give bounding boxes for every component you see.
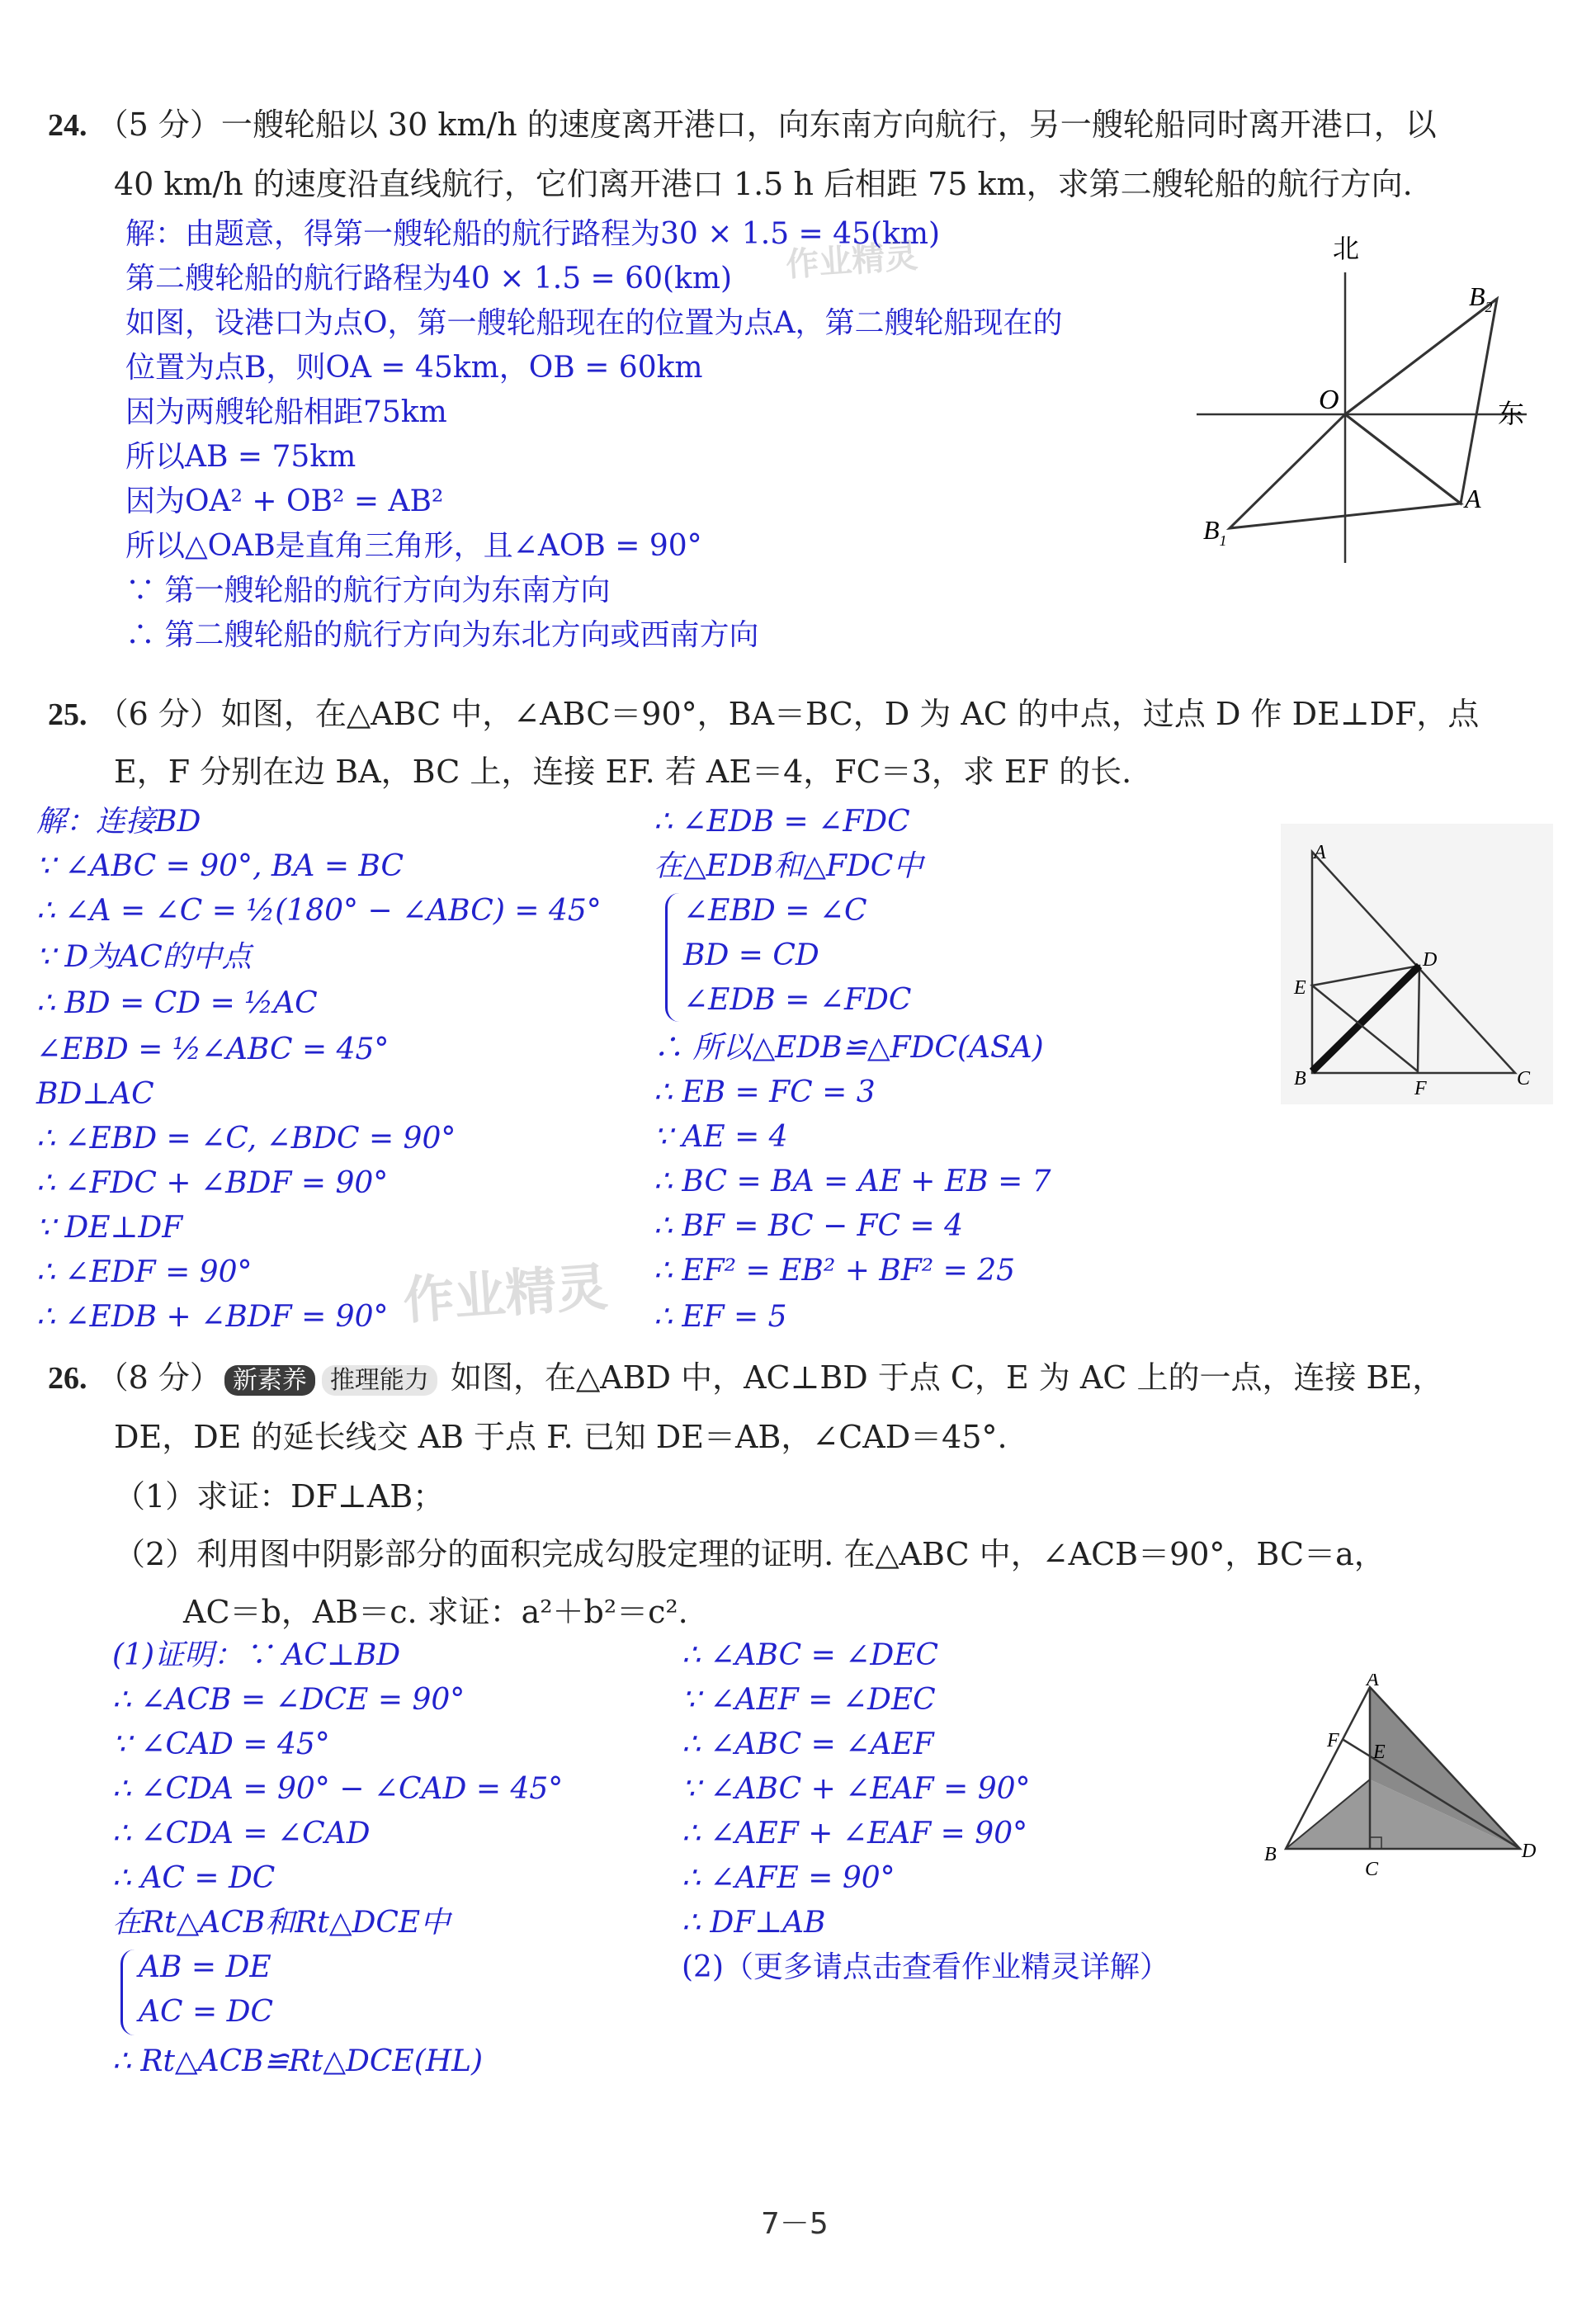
q25-left-line: ∴ BD = CD = ½AC — [36, 986, 318, 1020]
tag-reasoning: 推理能力 — [322, 1365, 437, 1397]
q25-right-line: ∴ BC = BA = AE + EB = 7 — [654, 1165, 1051, 1198]
q24-number: 24. — [48, 108, 87, 143]
q25-right-line: ∴ 所以△EDB≌△FDC(ASA) — [654, 1031, 1044, 1065]
q24-answer-line: 因为OA² + OB² = AB² — [125, 484, 444, 518]
q25-left-line: ∴ ∠A = ∠C = ½(180° − ∠ABC) = 45° — [36, 894, 602, 928]
point-C-label: C — [1365, 1859, 1379, 1880]
q26-right-line: ∵ ∠AEF = ∠DEC — [682, 1683, 936, 1717]
point-F-label: F — [1414, 1078, 1427, 1099]
point-B1-label: $B_1$ — [1203, 515, 1227, 549]
q24-answer-line: 所以△OAB是直角三角形，且∠AOB = 90° — [125, 529, 702, 563]
q26-more-link[interactable]: (2)（更多请点击查看作业精灵详解） — [682, 1950, 1169, 1984]
point-O-label: O — [1319, 385, 1339, 415]
q25-right-line: ∴ ∠EDB = ∠FDC — [654, 805, 910, 839]
q26-stem-text1: 如图，在△ABD 中，AC⊥BD 于点 C，E 为 AC 上的一点，连接 BE， — [450, 1359, 1444, 1396]
tag-new-literacy: 新素养 — [224, 1365, 315, 1397]
point-A-label: A — [1314, 842, 1326, 863]
q24-answer-line: ∴ 第二艘轮船的航行方向为东北方向或西南方向 — [125, 618, 759, 652]
q24-answer-line: ∵ 第一艘轮船的航行方向为东南方向 — [125, 574, 611, 607]
point-B-label: B — [1294, 1068, 1306, 1089]
point-F-label: F — [1327, 1730, 1339, 1751]
q26-figure — [1254, 1674, 1551, 1880]
q25-left-line: ∵ D为AC的中点 — [36, 940, 252, 974]
q25-left-line: ∴ ∠EBD = ∠C, ∠BDC = 90° — [36, 1122, 456, 1156]
q25-figure — [1281, 824, 1553, 1104]
point-C-label: C — [1517, 1068, 1531, 1089]
q25-left-line: ∵ DE⊥DF — [36, 1211, 183, 1245]
point-A-label: A — [1465, 484, 1481, 513]
q25-system-line: ∠EBD = ∠C — [683, 894, 867, 928]
point-B2-label: $B_2$ — [1469, 281, 1493, 315]
q26-part2-line1: （2）利用图中阴影部分的面积完成勾股定理的证明. 在△ABC 中，∠ACB＝90°，BC＝a， — [114, 1536, 1386, 1572]
q26-left-line: ∴ ∠CDA = 90° − ∠CAD = 45° — [112, 1772, 564, 1806]
q25-system-line: ∠EDB = ∠FDC — [683, 983, 912, 1017]
q25-right-line: ∴ EB = FC = 3 — [654, 1075, 876, 1109]
q26-left-line: ∴ ∠ACB = ∠DCE = 90° — [112, 1683, 465, 1717]
q26-left-line: ∵ ∠CAD = 45° — [112, 1727, 330, 1761]
q25-number: 25. — [48, 697, 87, 732]
triangle-OAB2 — [1345, 299, 1497, 503]
q24-answer-line: 解：由题意，得第一艘轮船的航行路程为30 × 1.5 = 45(km) — [125, 217, 941, 251]
point-A-label: A — [1367, 1674, 1379, 1690]
q26-left-line: 在Rt△ACB和Rt△DCE中 — [112, 1906, 451, 1940]
q25-right-line: ∵ AE = 4 — [654, 1120, 788, 1154]
q24-stem-text1: （5 分）一艘轮船以 30 km/h 的速度离开港口，向东南方向航行，另一艘轮船同时离开港口，以 — [97, 106, 1437, 143]
q26-stem-line1 — [48, 1359, 1443, 1399]
q25-system-line: BD = CD — [683, 938, 819, 972]
q26-left-line: ∴ ∠CDA = ∠CAD — [112, 1817, 371, 1850]
q26-score: （8 分） — [97, 1359, 221, 1396]
q25-left-line: 解：连接BD — [36, 805, 201, 839]
point-E-label: E — [1373, 1742, 1386, 1763]
q26-number: 26. — [48, 1361, 87, 1396]
watermark: 作业精灵 — [401, 1256, 610, 1331]
segment-OB2 — [1345, 299, 1497, 414]
point-E-label: E — [1294, 977, 1306, 999]
q25-left-line: ∴ ∠FDC + ∠BDF = 90° — [36, 1166, 389, 1200]
q25-stem-line1 — [48, 695, 1479, 735]
q24-answer-line: 所以AB = 75km — [125, 440, 357, 474]
q25-system-brace — [665, 893, 679, 1022]
q26-stem-line2: DE，DE 的延长线交 AB 于点 F. 已知 DE＝AB，∠CAD＝45°. — [114, 1419, 1008, 1455]
q24-answer-line: 因为两艘轮船相距75km — [125, 395, 447, 429]
north-label: 北 — [1333, 234, 1360, 263]
east-label: 东 — [1498, 399, 1525, 428]
q26-part2-line2: AC＝b，AB＝c. 求证：a²＋b²＝c². — [183, 1594, 688, 1630]
q24-figure — [1180, 223, 1543, 570]
q26-right-line: ∵ ∠ABC + ∠EAF = 90° — [682, 1772, 1031, 1806]
q25-left-line: ∴ ∠EDF = 90° — [36, 1255, 253, 1289]
q25-left-line: ∵ ∠ABC = 90°, BA = BC — [36, 849, 404, 883]
q25-left-line: BD⊥AC — [36, 1077, 154, 1111]
q25-stem-line2: E，F 分别在边 BA，BC 上，连接 EF. 若 AE＝4，FC＝3，求 EF 的长. — [114, 754, 1132, 790]
q25-left-line: ∠EBD = ½∠ABC = 45° — [36, 1033, 390, 1066]
q26-right-line: ∴ ∠ABC = ∠DEC — [682, 1638, 939, 1672]
q24-stem-line2: 40 km/h 的速度沿直线航行，它们离开港口 1.5 h 后相距 75 km，求第二艘轮船的航行方向. — [114, 166, 1413, 202]
q26-system-line: AC = DC — [139, 1995, 274, 2029]
page-number: 7－5 — [761, 2207, 829, 2241]
q26-system-brace — [120, 1950, 135, 2035]
q25-right-line: ∴ BF = BC − FC = 4 — [654, 1209, 964, 1243]
q25-right-line: 在△EDB和△FDC中 — [654, 849, 923, 883]
q24-answer-line: 如图，设港口为点O，第一艘轮船现在的位置为点A，第二艘轮船现在的 — [125, 306, 1063, 340]
q25-left-line: ∴ ∠EDB + ∠BDF = 90° — [36, 1300, 389, 1334]
q26-right-line: ∴ ∠AEF + ∠EAF = 90° — [682, 1817, 1028, 1850]
point-B-label: B — [1264, 1844, 1277, 1865]
q24-answer-line: 位置为点B，则OA = 45km，OB = 60km — [125, 351, 703, 385]
q25-stem-text1: （6 分）如图，在△ABC 中，∠ABC＝90°，BA＝BC，D 为 AC 的中点，过点 D 作 DE⊥DF，点 — [97, 696, 1480, 732]
q26-system-line: AB = DE — [139, 1950, 272, 1984]
q26-right-line: ∴ ∠ABC = ∠AEF — [682, 1727, 934, 1761]
q26-right-line: ∴ ∠AFE = 90° — [682, 1861, 895, 1895]
q26-left-line: (1)证明：∵ AC⊥BD — [112, 1638, 401, 1672]
watermark: 作业精灵 — [784, 237, 919, 285]
q26-right-line: ∴ DF⊥AB — [682, 1906, 826, 1940]
q26-left-line: ∴ Rt△ACB≌Rt△DCE(HL) — [112, 2044, 484, 2078]
q26-left-line: ∴ AC = DC — [112, 1861, 276, 1895]
point-D-label: D — [1423, 949, 1438, 971]
point-D-label: D — [1522, 1841, 1537, 1862]
q26-part1: （1）求证：DF⊥AB； — [114, 1478, 445, 1515]
q25-right-line: ∴ EF² = EB² + BF² = 25 — [654, 1254, 1016, 1288]
q25-right-line: ∴ EF = 5 — [654, 1300, 787, 1334]
q24-answer-line: 第二艘轮船的航行路程为40 × 1.5 = 60(km) — [125, 262, 733, 295]
q24-stem-line1 — [48, 106, 1437, 146]
